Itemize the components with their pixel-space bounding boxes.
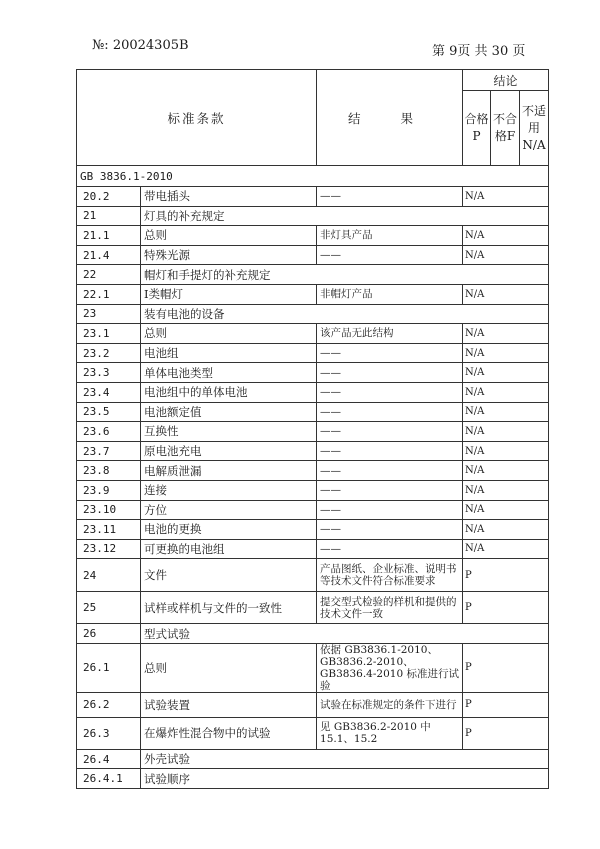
clause-title: 试验装置 (141, 692, 317, 717)
clause-title: 可更换的电池组 (141, 539, 317, 559)
result-text: —— (317, 343, 463, 363)
table-row (77, 520, 549, 540)
clause-title: 方位 (141, 500, 317, 520)
table-body (77, 166, 549, 789)
table-row (77, 187, 549, 207)
clause-number: 23.6 (77, 422, 141, 442)
result-text: 产品图纸、企业标准、说明书等技术文件符合标准要求 (317, 559, 463, 592)
pass-header: 合格P (463, 91, 491, 166)
clause-number: 23.3 (77, 363, 141, 383)
table-row (77, 402, 549, 422)
clause-title: 电池组中的单体电池 (141, 382, 317, 402)
verdict: N/A (463, 441, 549, 461)
section-row (77, 624, 549, 644)
result-text: —— (317, 382, 463, 402)
table-row (77, 422, 549, 442)
table-row (77, 382, 549, 402)
clause-number: 23.7 (77, 441, 141, 461)
clause-title: 总则 (141, 226, 317, 246)
clause-title: 特殊光源 (141, 245, 317, 265)
result-text: —— (317, 461, 463, 481)
clause-title: 型式试验 (141, 624, 549, 644)
clause-number: 22.1 (77, 284, 141, 304)
clause-number: 23.12 (77, 539, 141, 559)
document-number: №: 20024305B (92, 38, 189, 53)
table-row (77, 284, 549, 304)
clause-number: 23 (77, 304, 141, 324)
result-text: —— (317, 245, 463, 265)
table-row (77, 461, 549, 481)
table-row (77, 643, 549, 692)
clause-title: 总则 (141, 324, 317, 344)
clause-number: 26.1 (77, 643, 141, 692)
clause-number: 23.11 (77, 520, 141, 540)
result-header: 结 果 (317, 70, 463, 166)
result-text: —— (317, 441, 463, 461)
verdict: P (463, 717, 549, 749)
page-number: 第 9页 共 30 页 (432, 44, 526, 59)
clause-title: 单体电池类型 (141, 363, 317, 383)
clause-number: 20.2 (77, 187, 141, 207)
table-row (77, 692, 549, 717)
clause-number: 23.1 (77, 324, 141, 344)
fail-header: 不合格F (491, 91, 520, 166)
verdict: N/A (463, 245, 549, 265)
result-text: 非灯具产品 (317, 226, 463, 246)
table-row (77, 500, 549, 520)
clause-title: 帽灯和手提灯的补充规定 (141, 265, 549, 285)
result-text: 该产品无此结构 (317, 324, 463, 344)
result-text: —— (317, 187, 463, 207)
clause-title: 试验顺序 (141, 769, 549, 789)
table-row (77, 717, 549, 749)
result-text: —— (317, 363, 463, 383)
clause-number: 21.4 (77, 245, 141, 265)
verdict: N/A (463, 226, 549, 246)
clause-header: 标准条款 (77, 70, 317, 166)
section-row (77, 769, 549, 789)
standard-row: GB 3836.1-2010 (77, 166, 549, 187)
verdict: N/A (463, 500, 549, 520)
verdict: N/A (463, 324, 549, 344)
verdict: N/A (463, 187, 549, 207)
table-row (77, 480, 549, 500)
verdict: N/A (463, 422, 549, 442)
clause-title: 电解质泄漏 (141, 461, 317, 481)
table-row (77, 324, 549, 344)
clause-number: 25 (77, 592, 141, 624)
section-row (77, 304, 549, 324)
section-row (77, 749, 549, 769)
result-text: —— (317, 422, 463, 442)
clause-title: 试样或样机与文件的一致性 (141, 592, 317, 624)
clause-number: 23.8 (77, 461, 141, 481)
verdict: N/A (463, 520, 549, 540)
clause-number: 23.10 (77, 500, 141, 520)
clause-number: 26 (77, 624, 141, 644)
verdict: N/A (463, 402, 549, 422)
result-text: —— (317, 480, 463, 500)
clause-title: 电池额定值 (141, 402, 317, 422)
result-text: 见 GB3836.2-2010 中 15.1、15.2 (317, 717, 463, 749)
clause-title: Ⅰ类帽灯 (141, 284, 317, 304)
verdict: P (463, 692, 549, 717)
result-text: 试验在标准规定的条件下进行 (317, 692, 463, 717)
clause-number: 26.4 (77, 749, 141, 769)
section-row (77, 206, 549, 226)
clause-title: 灯具的补充规定 (141, 206, 549, 226)
clause-number: 26.3 (77, 717, 141, 749)
clause-number: 23.4 (77, 382, 141, 402)
clause-number: 23.5 (77, 402, 141, 422)
clause-title: 总则 (141, 643, 317, 692)
clause-title: 电池组 (141, 343, 317, 363)
clause-title: 连接 (141, 480, 317, 500)
table-row (77, 226, 549, 246)
clause-title: 互换性 (141, 422, 317, 442)
verdict: N/A (463, 363, 549, 383)
table-row (77, 245, 549, 265)
table-row (77, 343, 549, 363)
not-applicable-header: 不适用N/A (520, 91, 549, 166)
verdict: P (463, 643, 549, 692)
clause-title: 装有电池的设备 (141, 304, 549, 324)
verdict: N/A (463, 461, 549, 481)
result-text: 依据 GB3836.1-2010、GB3836.2-2010、GB3836.4-2010 标准进行试验 (317, 643, 463, 692)
table-row (77, 363, 549, 383)
clause-number: 26.4.1 (77, 769, 141, 789)
clause-title: 在爆炸性混合物中的试验 (141, 717, 317, 749)
table-row (77, 559, 549, 592)
conclusion-header: 结论 (463, 70, 549, 91)
section-row (77, 265, 549, 285)
verdict: N/A (463, 382, 549, 402)
result-text: 提交型式检验的样机和提供的技术文件一致 (317, 592, 463, 624)
clause-number: 23.2 (77, 343, 141, 363)
verdict: P (463, 559, 549, 592)
clause-title: 带电插头 (141, 187, 317, 207)
clause-number: 23.9 (77, 480, 141, 500)
clause-title: 文件 (141, 559, 317, 592)
verdict: N/A (463, 343, 549, 363)
verdict: N/A (463, 480, 549, 500)
clause-number: 26.2 (77, 692, 141, 717)
clause-number: 22 (77, 265, 141, 285)
clause-title: 原电池充电 (141, 441, 317, 461)
table-row (77, 441, 549, 461)
result-text: —— (317, 402, 463, 422)
test-results-table (76, 69, 549, 789)
clause-number: 24 (77, 559, 141, 592)
result-text: —— (317, 520, 463, 540)
verdict: N/A (463, 539, 549, 559)
clause-number: 21.1 (77, 226, 141, 246)
clause-number: 21 (77, 206, 141, 226)
result-text: —— (317, 539, 463, 559)
table-row (77, 592, 549, 624)
clause-title: 外壳试验 (141, 749, 549, 769)
table-row (77, 539, 549, 559)
verdict: P (463, 592, 549, 624)
result-text: 非帽灯产品 (317, 284, 463, 304)
verdict: N/A (463, 284, 549, 304)
clause-title: 电池的更换 (141, 520, 317, 540)
result-text: —— (317, 500, 463, 520)
